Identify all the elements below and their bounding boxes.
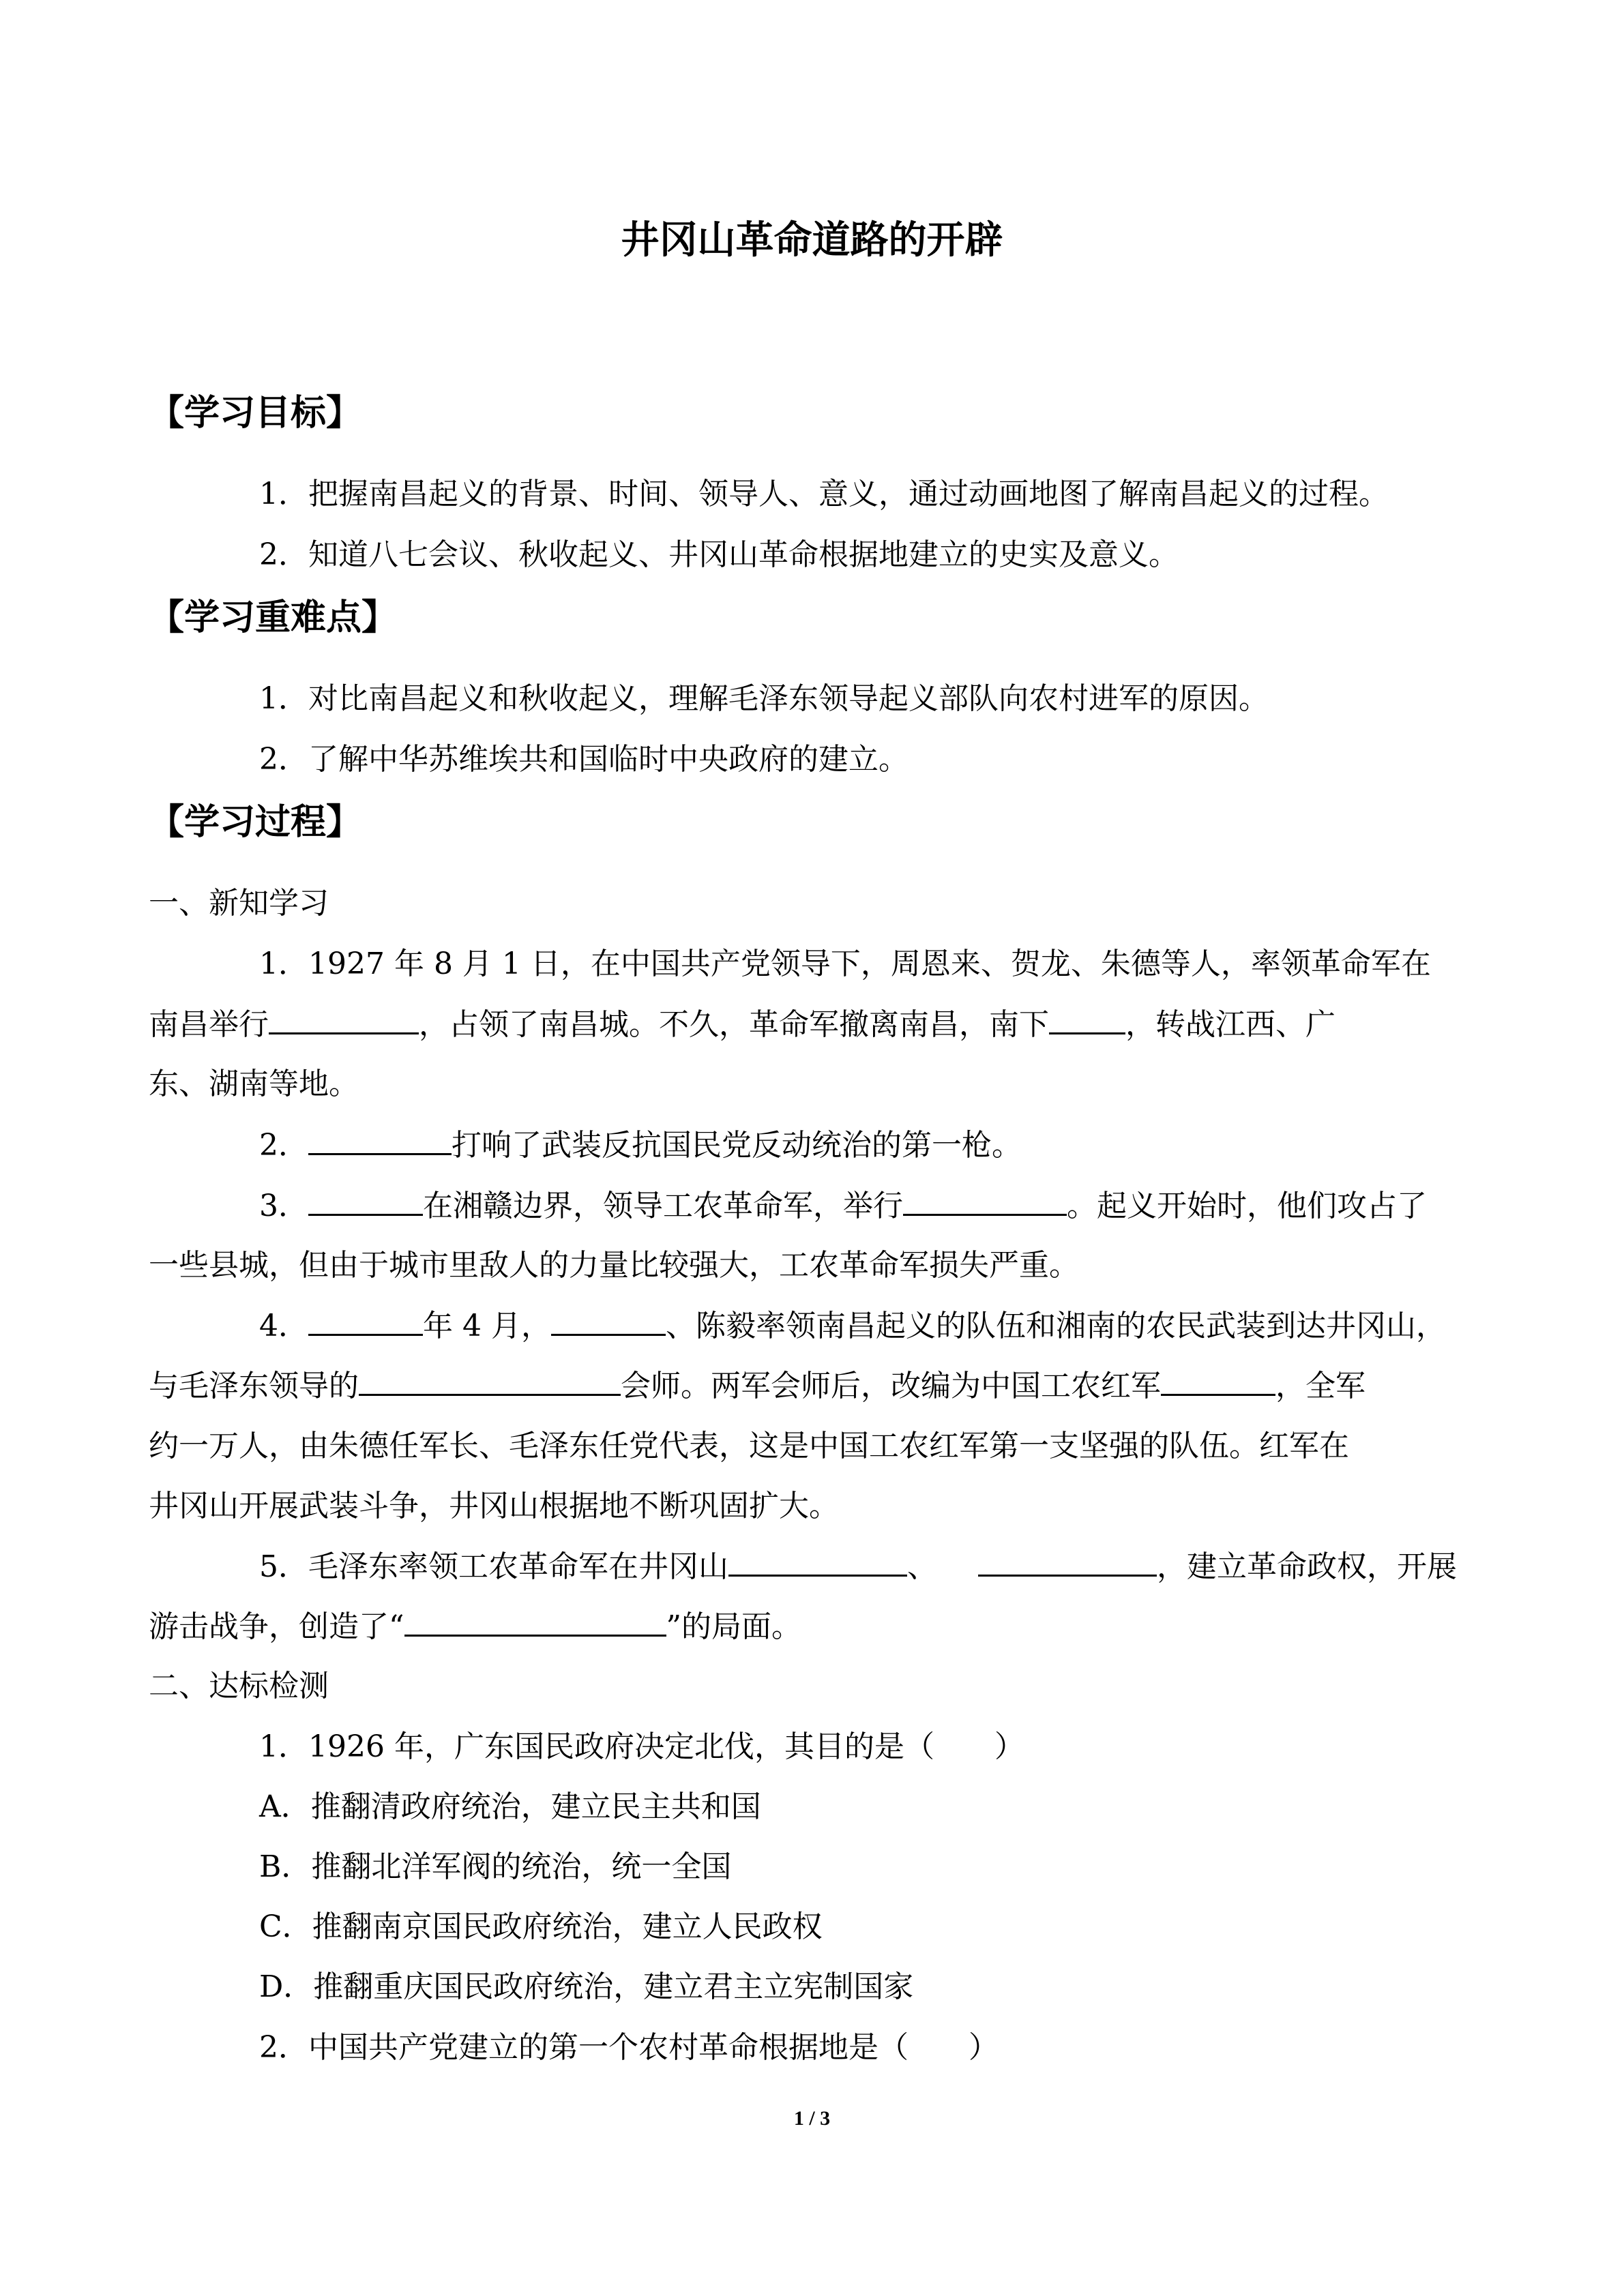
q1-text-c: ，转战江西、广 [1125,1007,1335,1042]
mc1-option-c[interactable]: C．推翻南京国民政府统治，建立人民政权 [259,1909,823,1944]
q1-text-b: ，占领了南昌城。不久，革命军撤离南昌，南下 [419,1007,1049,1042]
q4-text-b: 年 4 月， [423,1309,551,1343]
blank-q2-1[interactable] [308,1123,452,1155]
blank-q4-1[interactable] [308,1304,423,1336]
objective-item-1: 1．把握南昌起义的背景、时间、领导人、意义，通过动画地图了解南昌起义的过程。 [259,477,1389,511]
q4-text-f: ，全军 [1275,1369,1365,1403]
q5-text-b: 、 [907,1549,937,1584]
page-title: 井冈山革命道路的开辟 [621,218,1003,263]
q3-text-a: 3． [259,1189,308,1223]
q5-text-c: ，建立革命政权，开展 [1157,1549,1457,1584]
mc2-question: 2．中国共产党建立的第一个农村革命根据地是（ ） [259,2030,999,2065]
mc1-option-b[interactable]: B．推翻北洋军阀的统治，统一全国 [259,1849,732,1884]
q3-text-b: 在湘赣边界，领导工农革命军，举行 [423,1189,903,1223]
heading-objectives: 【学习目标】 [149,392,362,434]
q1-line-1: 1．1927 年 8 月 1 日，在中国共产党领导下，周恩来、贺龙、朱德等人，率领革命军在 [259,946,1431,981]
blank-q3-2[interactable] [903,1184,1067,1216]
q5-line-2 [149,1605,801,1649]
key-point-item-2: 2．了解中华苏维埃共和国临时中央政府的建立。 [259,742,909,777]
blank-q4-3[interactable] [359,1364,621,1396]
q4-line-4: 井冈山开展武装斗争，井冈山根据地不断巩固扩大。 [149,1489,839,1523]
q2-line [259,1123,1022,1167]
q2-text-a: 2． [259,1128,308,1163]
blank-q4-2[interactable] [551,1304,666,1336]
blank-q5-2[interactable] [978,1545,1157,1577]
q1-line-3: 东、湖南等地。 [149,1067,359,1101]
part1-title: 一、新知学习 [149,886,329,921]
q5-line-1 [259,1545,1457,1589]
q4-line-3: 约一万人，由朱德任军长、毛泽东任党代表，这是中国工农红军第一支坚强的队伍。红军在 [149,1429,1349,1463]
q3-line-1 [259,1184,1427,1228]
blank-q5-1[interactable] [728,1545,907,1577]
q3-line-2: 一些县城，但由于城市里敌人的力量比较强大，工农革命军损失严重。 [149,1248,1079,1283]
objective-item-2: 2．知道八七会议、秋收起义、井冈山革命根据地建立的史实及意义。 [259,537,1179,572]
q3-text-c: 。起义开始时，他们攻占了 [1067,1189,1427,1223]
blank-q3-1[interactable] [308,1184,423,1216]
q1-text-a: 南昌举行 [149,1007,269,1042]
blank-q1-1[interactable] [269,1002,419,1034]
q4-text-e: 会师。两军会师后，改编为中国工农红军 [621,1369,1161,1403]
key-point-item-1: 1．对比南昌起义和秋收起义，理解毛泽东领导起义部队向农村进军的原因。 [259,681,1269,716]
q4-line-2 [149,1364,1365,1408]
q4-line-1 [259,1304,1446,1348]
blank-q1-2[interactable] [1049,1002,1125,1034]
q5-text-e: ”的局面。 [666,1609,801,1644]
q2-text-b: 打响了武装反抗国民党反动统治的第一枪。 [452,1128,1022,1163]
q4-text-d: 与毛泽东领导的 [149,1369,359,1403]
heading-process: 【学习过程】 [149,801,362,843]
q1-line-2 [149,1002,1335,1047]
q5-text-d: 游击战争，创造了“ [149,1609,404,1644]
mc1-option-d[interactable]: D．推翻重庆国民政府统治，建立君主立宪制国家 [259,1969,914,2004]
part2-title: 二、达标检测 [149,1669,329,1703]
heading-key-points: 【学习重难点】 [149,597,398,638]
mc1-question: 1．1926 年，广东国民政府决定北伐，其目的是（ ） [259,1729,1024,1764]
q4-text-c: 、陈毅率领南昌起义的队伍和湘南的农民武装到达井冈山， [665,1309,1446,1343]
page-number: 1 / 3 [793,2107,831,2130]
q5-text-a: 5．毛泽东率领工农革命军在井冈山 [259,1549,728,1584]
q4-text-a: 4． [259,1309,308,1343]
blank-q4-4[interactable] [1161,1364,1275,1396]
mc1-option-a[interactable]: A．推翻清政府统治，建立民主共和国 [259,1789,761,1824]
blank-q5-3[interactable] [404,1605,666,1637]
